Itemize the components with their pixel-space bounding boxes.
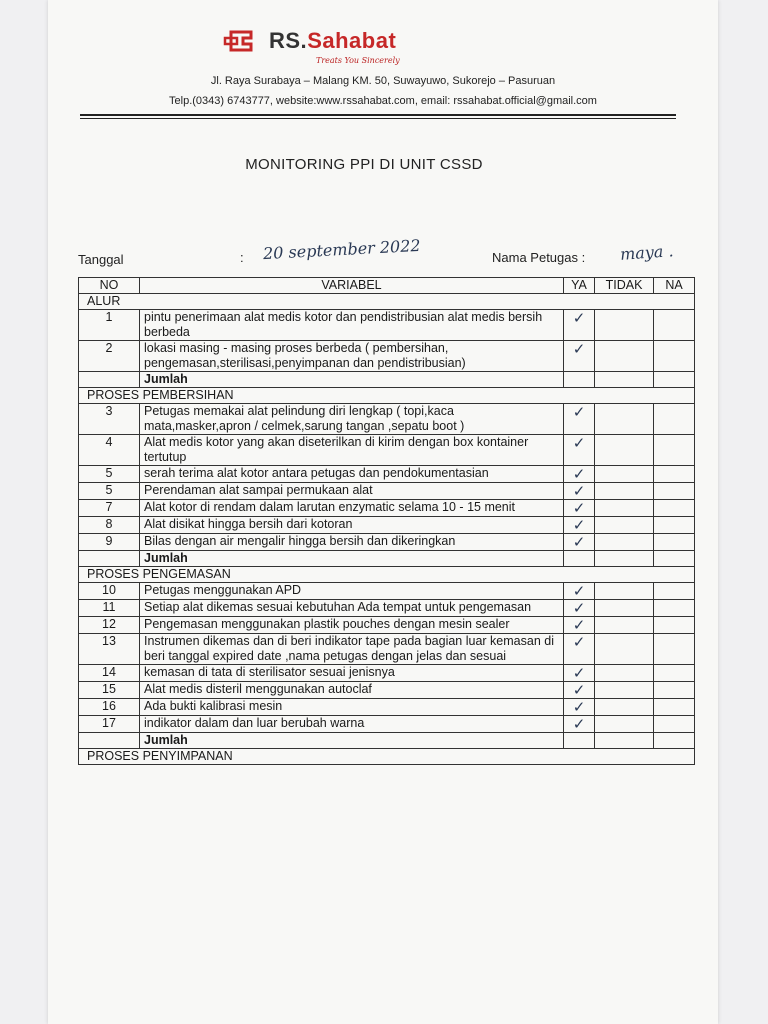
table-row xyxy=(79,583,695,600)
na-cell[interactable] xyxy=(654,716,695,733)
row-number: 10 xyxy=(79,583,140,600)
total-na-cell xyxy=(654,551,695,567)
ya-cell[interactable] xyxy=(564,665,595,682)
na-cell[interactable] xyxy=(654,483,695,500)
row-variable: Petugas memakai alat pelindung diri lengkap ( topi,kaca mata,masker,apron / celmek,sarung tangan ,sepatu boot ) xyxy=(140,404,564,435)
row-number: 8 xyxy=(79,517,140,534)
section-row xyxy=(79,749,695,765)
check-mark-icon: ✓ xyxy=(572,715,586,733)
tidak-cell[interactable] xyxy=(595,600,654,617)
section-row xyxy=(79,567,695,583)
ya-cell[interactable] xyxy=(564,435,595,466)
na-cell[interactable] xyxy=(654,517,695,534)
row-variable: Perendaman alat sampai permukaan alat xyxy=(140,483,564,500)
ya-cell[interactable] xyxy=(564,600,595,617)
header-ya: YA xyxy=(564,278,595,294)
total-row xyxy=(79,372,695,388)
tidak-cell[interactable] xyxy=(595,404,654,435)
hospital-logo xyxy=(223,26,433,60)
cross-logo-icon xyxy=(223,26,269,60)
header-na: NA xyxy=(654,278,695,294)
row-number: 15 xyxy=(79,682,140,699)
date-value: 20 september 2022 xyxy=(262,235,421,264)
table-row xyxy=(79,617,695,634)
row-number: 16 xyxy=(79,699,140,716)
total-tidak-cell xyxy=(595,733,654,749)
table-row xyxy=(79,665,695,682)
row-variable: Alat medis disteril menggunakan autoclaf xyxy=(140,682,564,699)
row-variable: Alat medis kotor yang akan diseterilkan di kirim dengan box kontainer tertutup xyxy=(140,435,564,466)
check-mark-icon: ✓ xyxy=(572,434,586,452)
table-row xyxy=(79,517,695,534)
na-cell[interactable] xyxy=(654,500,695,517)
check-mark-icon: ✓ xyxy=(572,616,586,634)
row-variable: Petugas menggunakan APD xyxy=(140,583,564,600)
tidak-cell[interactable] xyxy=(595,617,654,634)
na-cell[interactable] xyxy=(654,617,695,634)
na-cell[interactable] xyxy=(654,600,695,617)
row-number: 5 xyxy=(79,483,140,500)
tagline: Treats You Sincerely xyxy=(316,56,400,65)
table-row xyxy=(79,466,695,483)
table-row xyxy=(79,404,695,435)
section-title: PROSES PENYIMPANAN xyxy=(79,749,695,765)
table-row xyxy=(79,699,695,716)
officer-label: Nama Petugas : xyxy=(492,250,586,265)
na-cell[interactable] xyxy=(654,699,695,716)
date-label: Tanggal xyxy=(78,252,124,267)
total-no-cell xyxy=(79,733,140,749)
table-row xyxy=(79,310,695,341)
tidak-cell[interactable] xyxy=(595,500,654,517)
tidak-cell[interactable] xyxy=(595,665,654,682)
row-number: 11 xyxy=(79,600,140,617)
na-cell[interactable] xyxy=(654,665,695,682)
row-variable: indikator dalam dan luar berubah warna xyxy=(140,716,564,733)
check-mark-icon: ✓ xyxy=(572,664,586,682)
total-tidak-cell xyxy=(595,372,654,388)
ya-cell[interactable] xyxy=(564,404,595,435)
table-row xyxy=(79,682,695,699)
checklist-table xyxy=(78,277,695,765)
row-number: 1 xyxy=(79,310,140,341)
row-number: 3 xyxy=(79,404,140,435)
total-no-cell xyxy=(79,372,140,388)
total-label: Jumlah xyxy=(140,733,564,749)
check-mark-icon: ✓ xyxy=(572,340,586,358)
tidak-cell[interactable] xyxy=(595,634,654,665)
check-mark-icon: ✓ xyxy=(572,482,586,500)
header-tidak: TIDAK xyxy=(595,278,654,294)
ya-cell[interactable] xyxy=(564,699,595,716)
row-number: 7 xyxy=(79,500,140,517)
total-na-cell xyxy=(654,372,695,388)
table-row xyxy=(79,341,695,372)
date-colon: : xyxy=(240,250,244,265)
table-row xyxy=(79,534,695,551)
section-title: PROSES PENGEMASAN xyxy=(79,567,695,583)
ya-cell[interactable] xyxy=(564,682,595,699)
check-mark-icon: ✓ xyxy=(572,403,586,421)
checklist-body xyxy=(79,278,695,765)
row-variable: Pengemasan menggunakan plastik pouches dengan mesin sealer xyxy=(140,617,564,634)
tidak-cell[interactable] xyxy=(595,517,654,534)
section-row xyxy=(79,294,695,310)
row-number: 2 xyxy=(79,341,140,372)
section-row xyxy=(79,388,695,404)
row-number: 9 xyxy=(79,534,140,551)
ya-cell[interactable] xyxy=(564,634,595,665)
row-variable: Bilas dengan air mengalir hingga bersih dan dikeringkan xyxy=(140,534,564,551)
row-number: 5 xyxy=(79,466,140,483)
na-cell[interactable] xyxy=(654,583,695,600)
row-variable: Setiap alat dikemas sesuai kebutuhan Ada tempat untuk pengemasan xyxy=(140,600,564,617)
logo-prefix: RS. xyxy=(269,28,308,53)
tidak-cell[interactable] xyxy=(595,699,654,716)
check-mark-icon: ✓ xyxy=(572,582,586,600)
total-label: Jumlah xyxy=(140,372,564,388)
na-cell[interactable] xyxy=(654,534,695,551)
tidak-cell[interactable] xyxy=(595,534,654,551)
total-ya-cell xyxy=(564,372,595,388)
total-ya-cell xyxy=(564,551,595,567)
tidak-cell[interactable] xyxy=(595,716,654,733)
total-tidak-cell xyxy=(595,551,654,567)
header-divider-thin xyxy=(80,118,676,119)
total-no-cell xyxy=(79,551,140,567)
table-row xyxy=(79,483,695,500)
table-row xyxy=(79,634,695,665)
na-cell[interactable] xyxy=(654,634,695,665)
row-number: 14 xyxy=(79,665,140,682)
row-number: 13 xyxy=(79,634,140,665)
na-cell[interactable] xyxy=(654,404,695,435)
total-row xyxy=(79,551,695,567)
check-mark-icon: ✓ xyxy=(572,599,586,617)
tidak-cell[interactable] xyxy=(595,483,654,500)
contact-line: Telp.(0343) 6743777, website:www.rssahabat.com, email: rssahabat.official@gmail.com xyxy=(169,95,597,107)
row-variable: kemasan di tata di sterilisator sesuai jenisnya xyxy=(140,665,564,682)
na-cell[interactable] xyxy=(654,682,695,699)
page-title: MONITORING PPI DI UNIT CSSD xyxy=(245,156,483,173)
check-mark-icon: ✓ xyxy=(572,499,586,517)
total-ya-cell xyxy=(564,733,595,749)
row-variable: serah terima alat kotor antara petugas dan pendokumentasian xyxy=(140,466,564,483)
row-number: 12 xyxy=(79,617,140,634)
check-mark-icon: ✓ xyxy=(572,516,586,534)
logo-name: Sahabat xyxy=(307,28,397,53)
na-cell[interactable] xyxy=(654,435,695,466)
row-variable: Alat kotor di rendam dalam larutan enzymatic selama 10 - 15 menit xyxy=(140,500,564,517)
ya-cell[interactable] xyxy=(564,310,595,341)
ya-cell[interactable] xyxy=(564,617,595,634)
address-line: Jl. Raya Surabaya – Malang KM. 50, Suwayuwo, Sukorejo – Pasuruan xyxy=(210,75,556,87)
tidak-cell[interactable] xyxy=(595,466,654,483)
tidak-cell[interactable] xyxy=(595,682,654,699)
header-divider xyxy=(80,114,676,116)
table-row xyxy=(79,600,695,617)
ya-cell[interactable] xyxy=(564,716,595,733)
ya-cell[interactable] xyxy=(564,466,595,483)
table-row xyxy=(79,500,695,517)
na-cell[interactable] xyxy=(654,341,695,372)
tidak-cell[interactable] xyxy=(595,583,654,600)
tidak-cell[interactable] xyxy=(595,310,654,341)
ya-cell[interactable] xyxy=(564,583,595,600)
table-header-row xyxy=(79,278,695,294)
ya-cell[interactable] xyxy=(564,341,595,372)
ya-cell[interactable] xyxy=(564,534,595,551)
check-mark-icon: ✓ xyxy=(572,698,586,716)
document-page xyxy=(48,0,718,1024)
ya-cell[interactable] xyxy=(564,500,595,517)
na-cell[interactable] xyxy=(654,466,695,483)
ya-cell[interactable] xyxy=(564,483,595,500)
check-mark-icon: ✓ xyxy=(572,309,586,327)
check-mark-icon: ✓ xyxy=(572,633,586,651)
check-mark-icon: ✓ xyxy=(572,533,586,551)
header-variable: VARIABEL xyxy=(140,278,564,294)
row-variable: pintu penerimaan alat medis kotor dan pendistribusian alat medis bersih berbeda xyxy=(140,310,564,341)
check-mark-icon: ✓ xyxy=(572,465,586,483)
ya-cell[interactable] xyxy=(564,517,595,534)
table-row xyxy=(79,435,695,466)
section-title: ALUR xyxy=(79,294,695,310)
total-na-cell xyxy=(654,733,695,749)
total-label: Jumlah xyxy=(140,551,564,567)
header-no: NO xyxy=(79,278,140,294)
check-mark-icon: ✓ xyxy=(572,681,586,699)
section-title: PROSES PEMBERSIHAN xyxy=(79,388,695,404)
row-variable: Instrumen dikemas dan di beri indikator tape pada bagian luar kemasan di beri tanggal expired date ,nama petugas dengan jelas dan sesuai xyxy=(140,634,564,665)
row-variable: Ada bukti kalibrasi mesin xyxy=(140,699,564,716)
officer-value: maya . xyxy=(619,241,675,264)
table-row xyxy=(79,716,695,733)
tidak-cell[interactable] xyxy=(595,435,654,466)
na-cell[interactable] xyxy=(654,310,695,341)
row-number: 4 xyxy=(79,435,140,466)
row-variable: lokasi masing - masing proses berbeda ( pembersihan, pengemasan,sterilisasi,penyimpanan dan pendistribusian) xyxy=(140,341,564,372)
logo-text xyxy=(269,28,396,54)
total-row xyxy=(79,733,695,749)
row-variable: Alat disikat hingga bersih dari kotoran xyxy=(140,517,564,534)
tidak-cell[interactable] xyxy=(595,341,654,372)
row-number: 17 xyxy=(79,716,140,733)
